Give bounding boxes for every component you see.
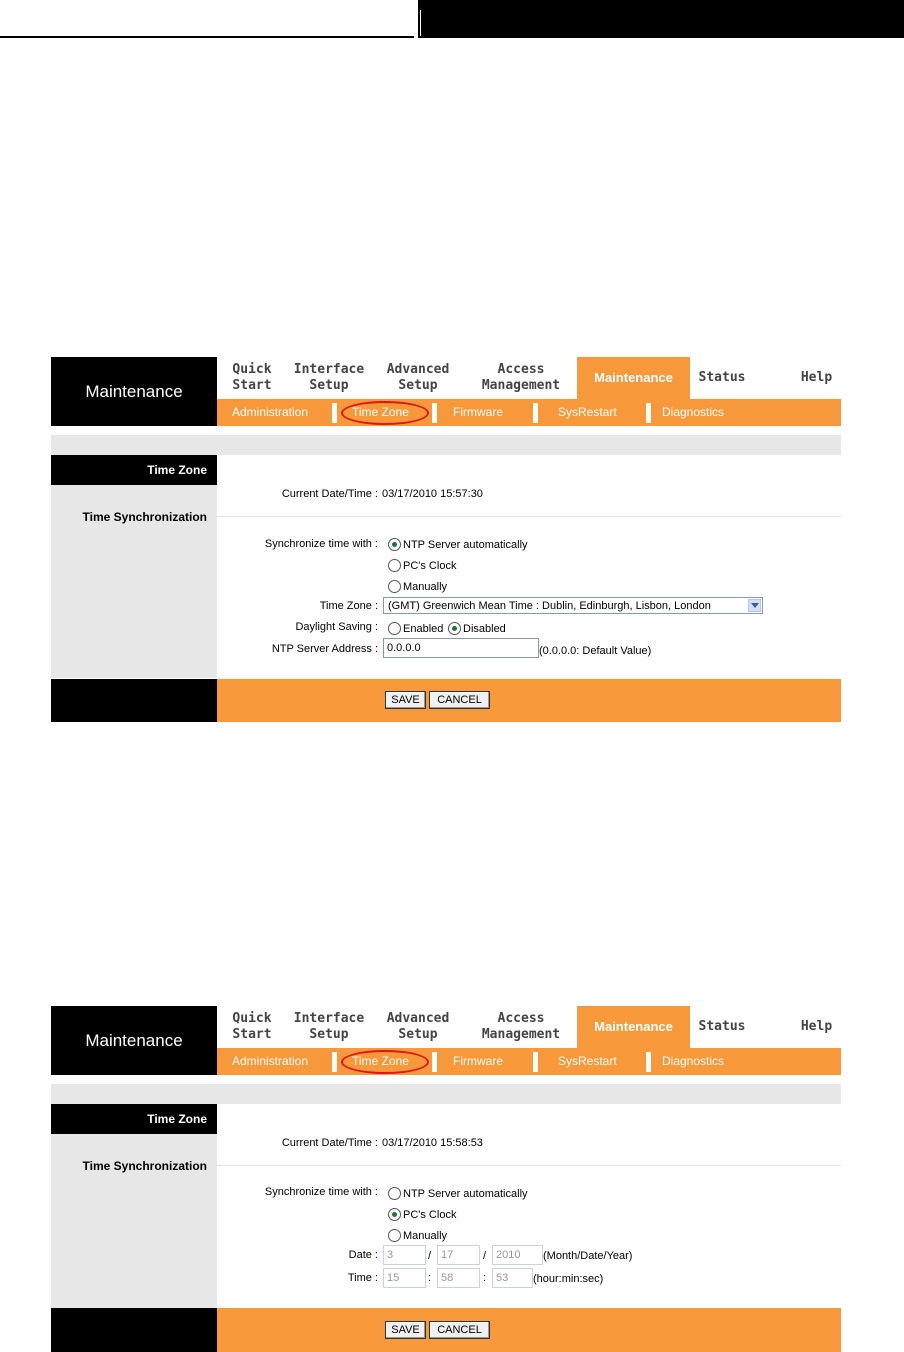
submenu-separator	[332, 1052, 337, 1072]
submenu-time-zone[interactable]: Time Zone	[352, 405, 409, 419]
highlight-oval	[341, 401, 429, 425]
radio-dst-disabled[interactable]	[448, 622, 461, 635]
top-menu	[217, 1006, 841, 1048]
menu-line2: Setup	[398, 378, 438, 393]
radio-pc-clock[interactable]	[388, 1208, 401, 1221]
submenu-separator	[646, 1052, 651, 1072]
menu-interface-setup[interactable]	[287, 1006, 371, 1048]
menu-maintenance[interactable]: Maintenance	[577, 357, 690, 399]
current-datetime-value: 03/17/2010 15:57:30	[382, 488, 483, 500]
radio-ntp-label: NTP Server automatically	[403, 1188, 528, 1200]
current-datetime-value: 03/17/2010 15:58:53	[382, 1137, 483, 1149]
menu-line2: Start	[232, 378, 272, 393]
left-column	[51, 455, 217, 678]
submenu-administration[interactable]: Administration	[232, 1054, 309, 1068]
menu-line1: Advanced	[386, 1011, 450, 1026]
menu-line1: Quick	[232, 1011, 272, 1026]
radio-pc-clock-label: PC's Clock	[403, 560, 457, 572]
save-button[interactable]: SAVE	[385, 691, 426, 709]
header-black-band	[418, 0, 904, 38]
current-datetime-label: Current Date/Time :	[281, 488, 378, 500]
subsection-title: Time Synchronization	[82, 1159, 207, 1173]
time-separator: :	[483, 1272, 487, 1284]
footer-bar	[217, 679, 841, 722]
submenu-sysrestart[interactable]: SysRestart	[558, 1054, 617, 1068]
menu-line2: Management	[481, 378, 561, 393]
menu-advanced-setup[interactable]	[371, 357, 465, 399]
sub-menu	[217, 399, 841, 426]
timezone-select[interactable]	[383, 597, 763, 614]
sub-menu	[217, 1048, 841, 1075]
submenu-firmware[interactable]: Firmware	[453, 1054, 503, 1068]
submenu-time-zone[interactable]: Time Zone	[352, 1054, 409, 1068]
menu-line1: Interface	[293, 362, 365, 377]
radio-manually-label: Manually	[403, 581, 448, 593]
date-separator: /	[483, 1250, 487, 1262]
menu-line1: Advanced	[386, 362, 450, 377]
subsection-title: Time Synchronization	[82, 510, 207, 524]
menu-advanced-setup[interactable]	[371, 1006, 465, 1048]
menu-line2: Start	[232, 1027, 272, 1042]
cancel-button[interactable]: CANCEL	[429, 691, 490, 709]
menu-line1: Quick	[232, 362, 272, 377]
menu-status[interactable]: Status	[698, 1019, 746, 1034]
menu-line1: Interface	[293, 1011, 365, 1026]
time-minute-input[interactable]	[437, 1268, 480, 1288]
time-label: Time :	[347, 1272, 378, 1284]
submenu-separator	[533, 1052, 538, 1072]
highlight-oval	[341, 1050, 429, 1074]
submenu-separator	[533, 403, 538, 423]
divider	[217, 516, 841, 517]
header-separator	[420, 10, 421, 36]
submenu-administration[interactable]: Administration	[232, 405, 309, 419]
radio-pc-clock-label: PC's Clock	[403, 1209, 457, 1221]
menu-quick-start[interactable]	[217, 1006, 287, 1048]
ntp-address-input[interactable]	[383, 638, 539, 658]
cancel-button[interactable]: CANCEL	[429, 1321, 490, 1339]
menu-line2: Setup	[398, 1027, 438, 1042]
footer-bar	[217, 1308, 841, 1352]
header-rule	[0, 36, 414, 38]
sync-label: Synchronize time with :	[264, 1186, 378, 1198]
ntp-address-hint: (0.0.0.0: Default Value)	[539, 645, 652, 657]
radio-manually[interactable]	[388, 1229, 401, 1242]
top-menu	[217, 357, 841, 399]
timezone-label: Time Zone :	[319, 600, 378, 612]
menu-maintenance[interactable]: Maintenance	[577, 1006, 690, 1048]
menu-quick-start[interactable]	[217, 357, 287, 399]
radio-manually-label: Manually	[403, 1230, 448, 1242]
submenu-sysrestart[interactable]: SysRestart	[558, 405, 617, 419]
radio-dst-disabled-label: Disabled	[463, 623, 506, 635]
date-hint: (Month/Date/Year)	[543, 1250, 633, 1262]
date-separator: /	[428, 1250, 432, 1262]
time-hour-input[interactable]	[383, 1268, 426, 1288]
brand-title: Maintenance	[51, 1006, 217, 1075]
footer-left	[51, 1308, 217, 1352]
menu-interface-setup[interactable]	[287, 357, 371, 399]
router-panel-ntp	[51, 357, 841, 722]
time-hint: (hour:min:sec)	[533, 1273, 604, 1285]
menu-help[interactable]: Help	[800, 1019, 833, 1034]
submenu-separator	[332, 403, 337, 423]
timezone-value: (GMT) Greenwich Mean Time : Dublin, Edinburgh, Lisbon, London	[388, 600, 711, 612]
menu-access-management[interactable]	[465, 357, 577, 399]
divider	[217, 1165, 841, 1166]
submenu-firmware[interactable]: Firmware	[453, 405, 503, 419]
save-button[interactable]: SAVE	[385, 1321, 426, 1339]
menu-access-management[interactable]	[465, 1006, 577, 1048]
current-datetime-label: Current Date/Time :	[281, 1137, 378, 1149]
menu-help[interactable]: Help	[800, 370, 833, 385]
submenu-diagnostics[interactable]: Diagnostics	[662, 1054, 725, 1068]
menu-line2: Management	[481, 1027, 561, 1042]
submenu-diagnostics[interactable]: Diagnostics	[662, 405, 725, 419]
menu-line1: Access	[497, 362, 545, 377]
left-column	[51, 1104, 217, 1308]
menu-line2: Setup	[309, 378, 349, 393]
submenu-separator	[432, 403, 437, 423]
date-month-input[interactable]	[383, 1245, 426, 1265]
brand-title: Maintenance	[51, 357, 217, 426]
radio-pc-clock[interactable]	[388, 559, 401, 572]
radio-manually[interactable]	[388, 580, 401, 593]
submenu-separator	[646, 403, 651, 423]
radio-ntp-label: NTP Server automatically	[403, 539, 528, 551]
radio-dst-enabled[interactable]	[388, 622, 401, 635]
daylight-saving-label: Daylight Saving :	[295, 621, 378, 633]
router-panel-pc-clock	[51, 1006, 841, 1352]
date-year-input[interactable]	[492, 1245, 543, 1265]
footer-left	[51, 679, 217, 722]
ntp-address-label: NTP Server Address :	[271, 643, 378, 655]
date-label: Date :	[348, 1249, 378, 1261]
radio-ntp[interactable]	[388, 1187, 401, 1200]
menu-status[interactable]: Status	[698, 370, 746, 385]
spacer-band	[51, 435, 841, 455]
spacer-band	[51, 1084, 841, 1104]
section-title: Time Zone	[51, 1104, 217, 1134]
submenu-separator	[432, 1052, 437, 1072]
menu-line2: Setup	[309, 1027, 349, 1042]
time-second-input[interactable]	[492, 1268, 533, 1288]
menu-line1: Access	[497, 1011, 545, 1026]
date-day-input[interactable]	[437, 1245, 480, 1265]
sync-label: Synchronize time with :	[264, 538, 378, 550]
chevron-down-icon	[748, 599, 761, 612]
time-separator: :	[428, 1272, 432, 1284]
radio-ntp[interactable]	[388, 538, 401, 551]
section-title: Time Zone	[51, 455, 217, 485]
radio-dst-enabled-label: Enabled	[403, 623, 444, 635]
